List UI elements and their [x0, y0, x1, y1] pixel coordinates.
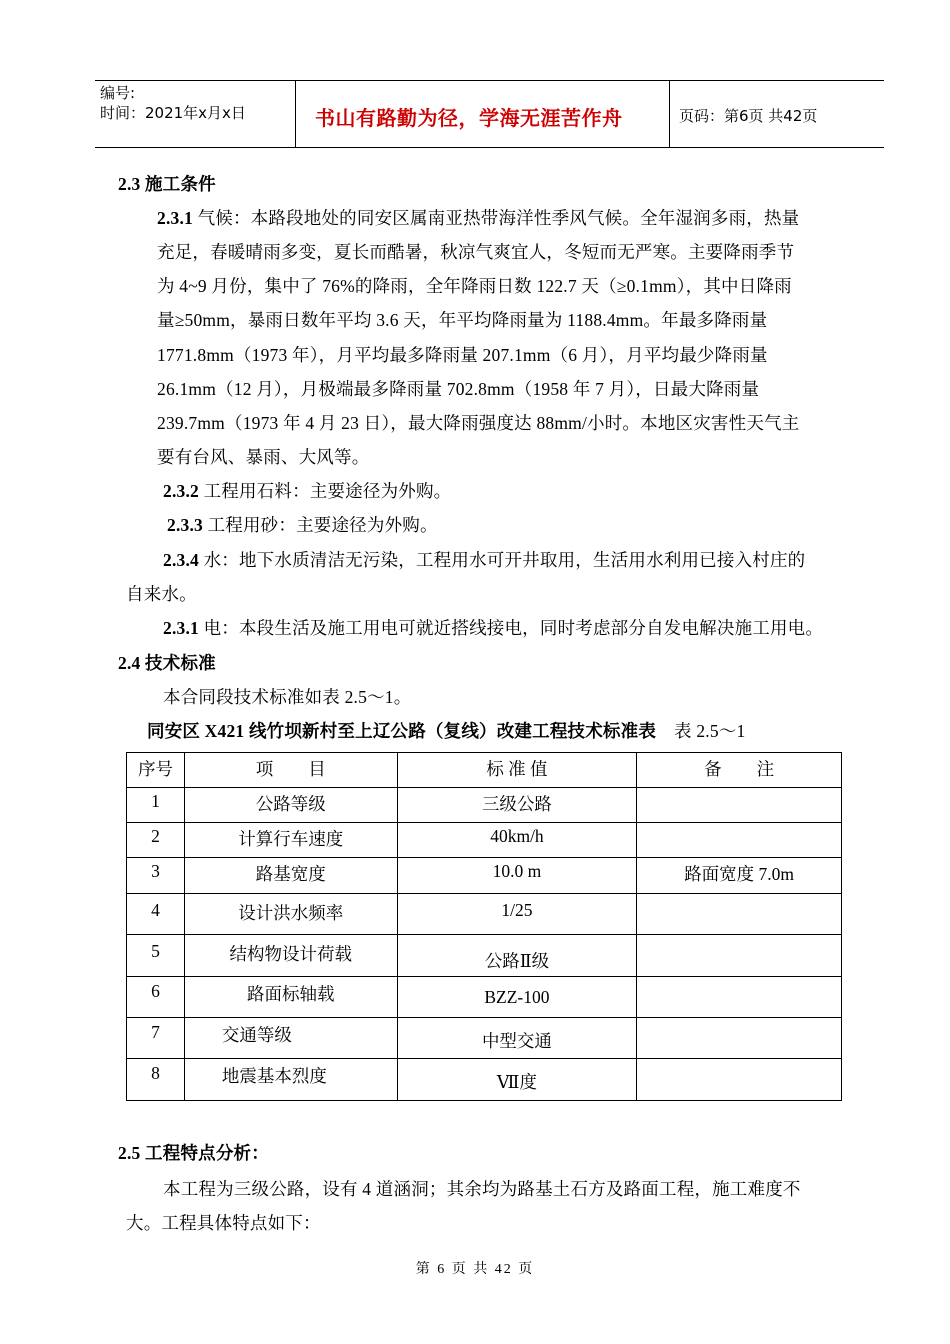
climate-paragraph-line-2: 充足，春暖晴雨多变，夏长而酷暑，秋凉气爽宜人，冬短而无严寒。主要降雨季节 — [157, 242, 795, 262]
header-no: 序号 — [127, 753, 185, 788]
cell-item: 交通等级 — [184, 1018, 397, 1059]
cell-note — [637, 1018, 842, 1059]
cell-no: 2 — [127, 823, 185, 858]
water-text: 水：地下水质清洁无污染，工程用水可开井取用，生活用水利用已接入村庄的 — [199, 550, 806, 570]
climate-paragraph-line-7: 239.7mm（1973 年 4 月 23 日），最大降雨强度达 88mm/小时。本地区灾害性天气主 — [157, 413, 800, 433]
table-row — [127, 1018, 842, 1059]
climate-paragraph-line-4: 量≥50mm，暴雨日数年平均 3.6 天，年平均降雨量为 1188.4mm。年最多降雨量 — [157, 310, 768, 330]
cell-value: 公路Ⅱ级 — [397, 935, 637, 977]
stone-paragraph — [163, 478, 451, 503]
table-row — [127, 977, 842, 1018]
header-value: 标 准 值 — [397, 753, 637, 788]
header-page-label: 页码：第6页 共42页 — [679, 107, 818, 125]
cell-note — [637, 894, 842, 935]
section-2-4-title: 2.4 技术标准 — [118, 653, 216, 673]
tech-standard-table — [126, 752, 842, 1101]
cell-value: 10.0 m — [397, 858, 637, 894]
power-number: 2.3.1 — [163, 618, 199, 638]
header-divider-left — [295, 80, 296, 147]
cell-no: 3 — [127, 858, 185, 894]
table-title: 同安区 X421 线竹坝新村至上辽公路（复线）改建工程技术标准表 — [147, 721, 657, 741]
table-row — [127, 935, 842, 977]
sand-number: 2.3.3 — [167, 515, 203, 535]
cell-item: 地震基本烈度 — [184, 1059, 397, 1101]
header-top-rule — [95, 80, 884, 81]
cell-no: 6 — [127, 977, 185, 1018]
cell-item: 公路等级 — [184, 788, 397, 823]
cell-value: BZZ-100 — [397, 977, 637, 1018]
cell-item: 设计洪水频率 — [184, 894, 397, 935]
cell-no: 8 — [127, 1059, 185, 1101]
cell-item: 计算行车速度 — [184, 823, 397, 858]
header-motto: 书山有路勤为径，学海无涯苦作舟 — [315, 106, 623, 130]
page-footer: 第 6 页 共 42 页 — [415, 1262, 535, 1277]
climate-number: 2.3.1 — [157, 208, 193, 228]
cell-no: 7 — [127, 1018, 185, 1059]
climate-paragraph-line-1 — [157, 205, 799, 230]
cell-value: Ⅶ度 — [397, 1059, 637, 1101]
header-note: 备 注 — [637, 753, 842, 788]
cell-note — [637, 788, 842, 823]
table-row — [127, 788, 842, 823]
stone-text: 工程用石料：主要途径为外购。 — [199, 481, 452, 501]
power-paragraph — [163, 615, 823, 640]
water-paragraph-line-2: 自来水。 — [126, 584, 197, 604]
climate-paragraph-line-5: 1771.8mm（1973 年），月平均最多降雨量 207.1mm（6 月），月平均最少降雨量 — [157, 345, 768, 365]
cell-value: 中型交通 — [397, 1018, 637, 1059]
climate-text: 气候：本路段地处的同安区属南亚热带海洋性季风气候。全年湿润多雨，热量 — [193, 208, 800, 228]
header-divider-right — [669, 80, 670, 147]
climate-paragraph-line-8: 要有台风、暴雨、大风等。 — [157, 447, 370, 467]
cell-no: 1 — [127, 788, 185, 823]
cell-note — [637, 977, 842, 1018]
table-number: 表 2.5～1 — [674, 721, 746, 741]
cell-value: 40km/h — [397, 823, 637, 858]
cell-note — [637, 823, 842, 858]
cell-note: 路面宽度 7.0m — [637, 858, 842, 894]
water-paragraph-line-1 — [163, 547, 805, 572]
table-row — [127, 858, 842, 894]
cell-note — [637, 935, 842, 977]
climate-paragraph-line-3: 为 4~9 月份，集中了 76%的降雨，全年降雨日数 122.7 天（≥0.1mm），其中日降雨 — [157, 276, 792, 296]
power-text: 电：本段生活及施工用电可就近搭线接电，同时考虑部分自发电解决施工用电。 — [199, 618, 824, 638]
section-2-3-title: 2.3 施工条件 — [118, 174, 216, 194]
cell-item: 结构物设计荷载 — [184, 935, 397, 977]
section-2-5-line-2: 大。工程具体特点如下： — [126, 1213, 321, 1233]
cell-item: 路基宽度 — [184, 858, 397, 894]
cell-note — [637, 1059, 842, 1101]
section-2-5-title: 2.5 工程特点分析： — [118, 1143, 269, 1163]
cell-value: 1/25 — [397, 894, 637, 935]
table-row — [127, 1059, 842, 1101]
cell-item: 路面标轴载 — [184, 977, 397, 1018]
header-bottom-rule — [95, 147, 884, 148]
table-header-row — [127, 753, 842, 788]
header-time-label: 时间：2021年x月x日 — [100, 104, 246, 122]
header-item: 项 目 — [184, 753, 397, 788]
stone-number: 2.3.2 — [163, 481, 199, 501]
sand-text: 工程用砂：主要途径为外购。 — [203, 515, 438, 535]
table-row — [127, 823, 842, 858]
table-caption — [147, 718, 745, 743]
table-row — [127, 894, 842, 935]
cell-no: 5 — [127, 935, 185, 977]
climate-paragraph-line-6: 26.1mm（12 月），月极端最多降雨量 702.8mm（1958 年 7 月），日最大降雨量 — [157, 379, 760, 399]
sand-paragraph — [167, 512, 438, 537]
header-serial-label: 编号: — [100, 84, 136, 102]
water-number: 2.3.4 — [163, 550, 199, 570]
section-2-4-intro: 本合同段技术标准如表 2.5～1。 — [163, 687, 412, 707]
cell-value: 三级公路 — [397, 788, 637, 823]
cell-no: 4 — [127, 894, 185, 935]
section-2-5-line-1: 本工程为三级公路，设有 4 道涵洞；其余均为路基土石方及路面工程，施工难度不 — [163, 1179, 801, 1199]
